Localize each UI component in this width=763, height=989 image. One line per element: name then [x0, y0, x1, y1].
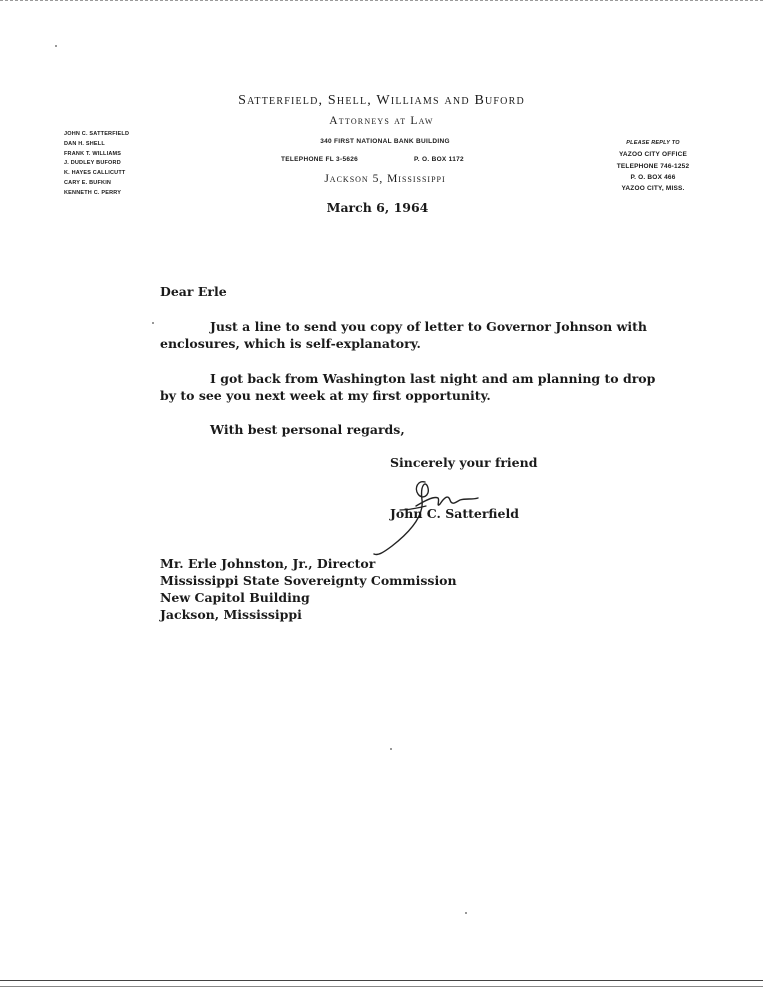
scan-speck: [465, 912, 467, 914]
recipient-address: [160, 555, 457, 623]
recipient-line: Mississippi State Sovereignty Commission: [160, 573, 457, 588]
scan-speck: [55, 45, 57, 47]
reply-line: YAZOO CITY OFFICE: [618, 151, 688, 159]
partner-name: JOHN C. SATTERFIELD: [64, 131, 130, 137]
firm-telephone: TELEPHONE FL 3-5626: [281, 156, 359, 163]
salutation: Dear Erle: [160, 284, 227, 299]
firm-subtitle: Attorneys at Law: [329, 115, 434, 127]
partner-name: J. DUDLEY BUFORD: [64, 160, 121, 167]
firm-city: Jackson 5, Mississippi: [324, 173, 446, 185]
partner-name: DAN H. SHELL: [64, 140, 105, 147]
firm-address: 340 FIRST NATIONAL BANK BUILDING: [320, 138, 450, 145]
page-bottom-rule: [0, 980, 763, 981]
scan-speck: [152, 322, 154, 324]
page-top-edge: [0, 0, 763, 1]
firm-name: Satterfield, Shell, Williams and Buford: [238, 93, 525, 108]
signer-name: John C. Satterfield: [390, 506, 519, 521]
reply-line: P. O. BOX 466: [630, 173, 676, 181]
partner-name: CARY E. BUFKIN: [64, 179, 112, 186]
paragraph-1-line-1: Just a line to send you copy of letter to Governor Johnson with: [210, 319, 647, 334]
reply-line: YAZOO CITY, MISS.: [621, 185, 685, 193]
recipient-line: New Capitol Building: [160, 590, 310, 605]
partner-name: KENNETH C. PERRY: [64, 189, 122, 196]
reply-line: TELEPHONE 746-1252: [616, 162, 690, 170]
paragraph-2-line-1: I got back from Washington last night and am planning to drop: [210, 371, 656, 386]
recipient-line: Mr. Erle Johnston, Jr., Director: [160, 556, 376, 571]
paragraph-1-line-2: enclosures, which is self-explanatory.: [160, 336, 421, 351]
paragraph-2-line-2: by to see you next week at my first opportunity.: [160, 388, 491, 403]
letter-date: March 6, 1964: [326, 200, 429, 215]
partner-name: FRANK T. WILLIAMS: [64, 150, 122, 157]
recipient-line: Jackson, Mississippi: [160, 607, 302, 622]
partners-list: [64, 130, 129, 199]
partner-name: K. HAYES CALLICUTT: [64, 170, 126, 177]
regards-line: With best personal regards,: [210, 422, 405, 437]
complimentary-close: Sincerely your friend: [390, 455, 538, 470]
firm-po-box: P. O. BOX 1172: [414, 156, 464, 163]
scan-speck: [390, 748, 392, 750]
reply-line: PLEASE REPLY TO: [626, 140, 680, 146]
reply-office-block: [593, 138, 713, 194]
page-bottom-rule: [0, 986, 763, 987]
